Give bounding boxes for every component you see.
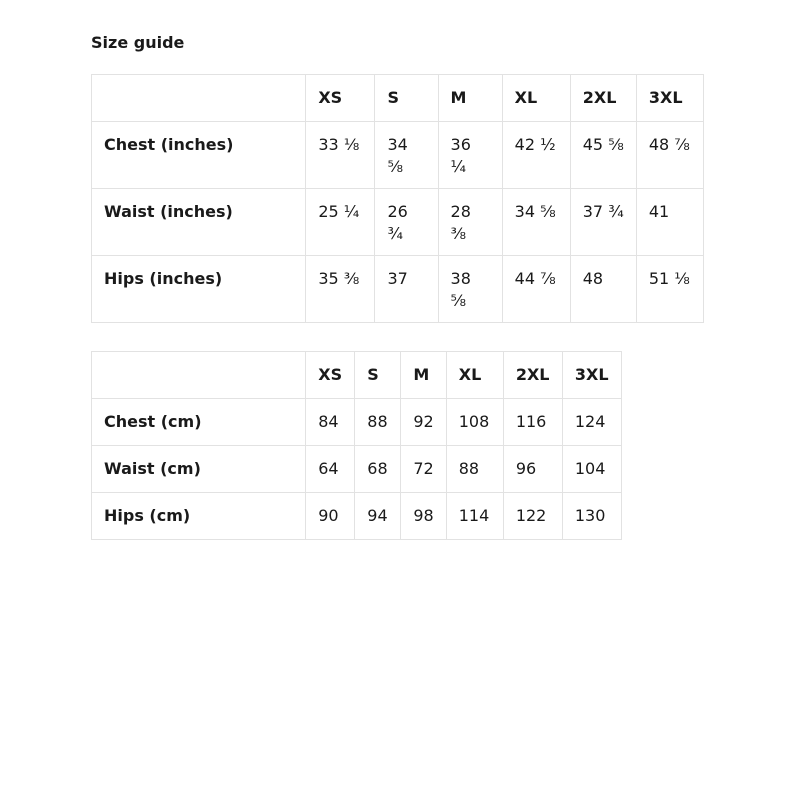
header-size-m: M [438, 75, 502, 122]
table-cell: 34 ⅝ [502, 189, 570, 256]
header-size-2xl: 2XL [570, 75, 636, 122]
table-cell: 116 [503, 399, 562, 446]
header-size-s: S [355, 352, 401, 399]
table-cell: 114 [446, 493, 503, 540]
table-cell: 36 ¼ [438, 122, 502, 189]
table-cell: 48 [570, 256, 636, 323]
table-cell: 34 ⅝ [375, 122, 438, 189]
page-title: Size guide [91, 33, 185, 52]
table-cell: 90 [306, 493, 355, 540]
table-cell: 88 [446, 446, 503, 493]
table-cell: 51 ⅛ [636, 256, 703, 323]
table-row [92, 122, 704, 189]
table-cell: 88 [355, 399, 401, 446]
table-cell: 122 [503, 493, 562, 540]
header-size-xs: XS [306, 75, 375, 122]
row-label: Waist (cm) [92, 446, 306, 493]
header-size-xl: XL [502, 75, 570, 122]
table-cell: 124 [562, 399, 621, 446]
table-cell: 41 [636, 189, 703, 256]
row-label: Chest (cm) [92, 399, 306, 446]
table-cell: 37 ¾ [570, 189, 636, 256]
header-size-3xl: 3XL [636, 75, 703, 122]
table-cell: 42 ½ [502, 122, 570, 189]
table-row [92, 446, 622, 493]
header-empty-cell [92, 75, 306, 122]
row-label: Waist (inches) [92, 189, 306, 256]
table-cell: 84 [306, 399, 355, 446]
table-cell: 68 [355, 446, 401, 493]
table-cell: 33 ⅛ [306, 122, 375, 189]
header-size-xs: XS [306, 352, 355, 399]
table-cell: 45 ⅝ [570, 122, 636, 189]
table-cell: 64 [306, 446, 355, 493]
table-cell: 108 [446, 399, 503, 446]
table-cell: 130 [562, 493, 621, 540]
table-header-row [92, 75, 704, 122]
header-size-3xl: 3XL [562, 352, 621, 399]
header-size-s: S [375, 75, 438, 122]
header-size-m: M [401, 352, 446, 399]
header-size-2xl: 2XL [503, 352, 562, 399]
header-size-xl: XL [446, 352, 503, 399]
table-row [92, 399, 622, 446]
table-cell: 38 ⅝ [438, 256, 502, 323]
table-cell: 48 ⅞ [636, 122, 703, 189]
table-cell: 96 [503, 446, 562, 493]
table-cell: 25 ¼ [306, 189, 375, 256]
row-label: Hips (cm) [92, 493, 306, 540]
size-table-cm [91, 351, 622, 540]
table-row [92, 493, 622, 540]
table-row [92, 189, 704, 256]
table-cell: 72 [401, 446, 446, 493]
row-label: Hips (inches) [92, 256, 306, 323]
table-cell: 44 ⅞ [502, 256, 570, 323]
table-cell: 28 ⅜ [438, 189, 502, 256]
row-label: Chest (inches) [92, 122, 306, 189]
table-cell: 94 [355, 493, 401, 540]
table-cell: 98 [401, 493, 446, 540]
size-table-inches [91, 74, 704, 323]
table-cell: 35 ⅜ [306, 256, 375, 323]
table-header-row [92, 352, 622, 399]
table-cell: 92 [401, 399, 446, 446]
table-cell: 104 [562, 446, 621, 493]
table-cell: 37 [375, 256, 438, 323]
table-cell: 26 ¾ [375, 189, 438, 256]
table-row [92, 256, 704, 323]
header-empty-cell [92, 352, 306, 399]
